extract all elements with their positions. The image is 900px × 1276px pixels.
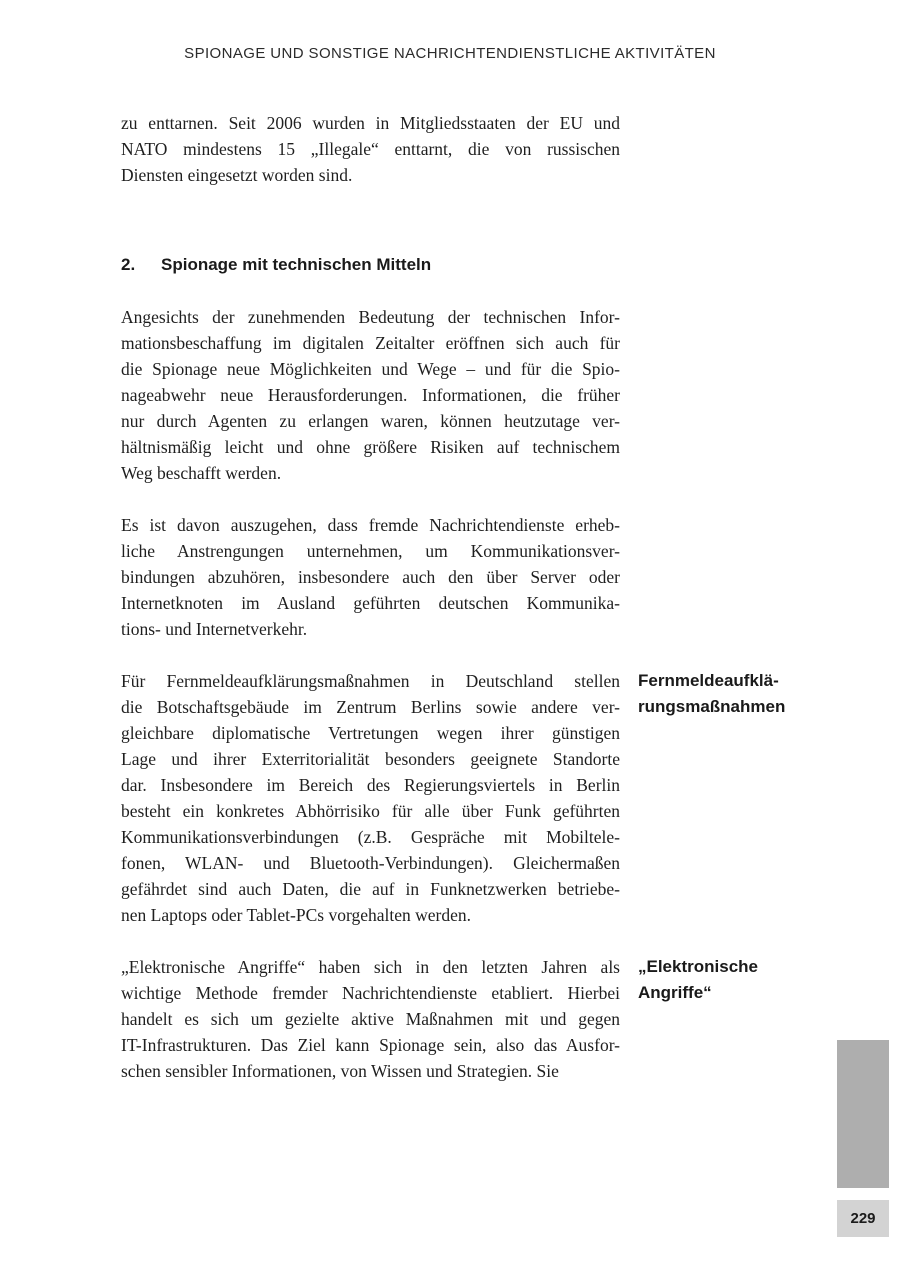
text-line: schen sensibler Informationen, von Wissen und Strategien. Sie	[121, 1061, 559, 1081]
paragraph-with-margin-note	[121, 954, 758, 1084]
text-line: Internetknoten im Ausland geführten deutschen Kommunika-	[121, 593, 620, 613]
text-line: „Elektronische	[638, 957, 758, 976]
text-line: Es ist davon auszugehen, dass fremde Nachrichtendienste erheb-	[121, 515, 620, 535]
text-line: bindungen abzuhören, insbesondere auch den über Server oder	[121, 567, 620, 587]
text-line: Lage und ihrer Exterritorialität besonders geeignete Standorte	[121, 749, 620, 769]
margin-note-fernmeldeaufklaerungsmassnahmen	[638, 668, 808, 720]
paragraph-technische-informationsbeschaffung	[121, 304, 620, 486]
text-line: nen Laptops oder Tablet-PCs vorgehalten werden.	[121, 905, 471, 925]
text-line: hältnismäßig leicht und ohne größere Risiken auf technischem	[121, 437, 620, 457]
text-line: wichtige Methode fremder Nachrichtendienste etabliert. Hierbei	[121, 983, 620, 1003]
text-line: die Botschaftsgebäude im Zentrum Berlins sowie andere ver-	[121, 697, 620, 717]
paragraph-kommunikationsverbindungen	[121, 512, 620, 642]
text-line: Diensten eingesetzt worden sind.	[121, 165, 353, 185]
text-line: mationsbeschaffung im digitalen Zeitalter eröffnen sich auch für	[121, 333, 620, 353]
text-line: Angriffe“	[638, 983, 712, 1002]
chapter-thumb-marker	[837, 1040, 889, 1188]
text-line: die Spionage neue Möglichkeiten und Wege – und für die Spio-	[121, 359, 620, 379]
text-line: zu enttarnen. Seit 2006 wurden in Mitgliedsstaaten der EU und	[121, 113, 620, 133]
text-line: nageabwehr neue Herausforderungen. Informationen, die früher	[121, 385, 620, 405]
text-line: Angesichts der zunehmenden Bedeutung der technischen Infor-	[121, 307, 620, 327]
text-line: dar. Insbesondere im Bereich des Regierungsviertels in Berlin	[121, 775, 620, 795]
paragraph-with-margin-note	[121, 668, 786, 928]
text-line: Kommunikationsverbindungen (z.B. Gespräche mit Mobiltele-	[121, 827, 620, 847]
text-line: NATO mindestens 15 „Illegale“ enttarnt, die von russischen	[121, 139, 620, 159]
text-line: Fernmeldeaufklä-	[638, 671, 779, 690]
text-line: IT-Infrastrukturen. Das Ziel kann Spionage sein, also das Ausfor-	[121, 1035, 620, 1055]
text-line: Weg beschafft werden.	[121, 463, 282, 483]
section-heading	[121, 252, 620, 278]
section-title: Spionage mit technischen Mitteln	[161, 255, 432, 274]
text-line: „Elektronische Angriffe“ haben sich in den letzten Jahren als	[121, 957, 620, 977]
text-line: nur durch Agenten zu erlangen waren, können heutzutage ver-	[121, 411, 620, 431]
text-line: gleichbare diplomatische Vertretungen wegen ihrer günstigen	[121, 723, 620, 743]
text-line: liche Anstrengungen unternehmen, um Kommunikationsver-	[121, 541, 620, 561]
text-line: tions- und Internetverkehr.	[121, 619, 308, 639]
page-number-box	[837, 1200, 889, 1237]
page-number: 229	[850, 1210, 876, 1227]
paragraph-elektronische-angriffe	[121, 954, 620, 1084]
text-line: rungsmaßnahmen	[638, 697, 786, 716]
text-line: besteht ein konkretes Abhörrisiko für alle über Funk geführten	[121, 801, 620, 821]
text-column	[121, 110, 786, 1084]
paragraph-fernmeldeaufklaerung	[121, 668, 620, 928]
text-line: gefährdet sind auch Daten, die auf in Funknetzwerken betriebe-	[121, 879, 620, 899]
section-number: 2.	[121, 255, 136, 274]
text-line: Für Fernmeldeaufklärungsmaßnahmen in Deutschland stellen	[121, 671, 620, 691]
text-line: fonen, WLAN- und Bluetooth-Verbindungen). Gleichermaßen	[121, 853, 620, 873]
margin-note-elektronische-angriffe	[638, 954, 808, 1006]
text-line: handelt es sich um gezielte aktive Maßnahmen mit und gegen	[121, 1009, 620, 1029]
running-head: SPIONAGE UND SONSTIGE NACHRICHTENDIENSTLICHE AKTIVITÄTEN	[184, 45, 716, 62]
paragraph-illegale	[121, 110, 620, 188]
